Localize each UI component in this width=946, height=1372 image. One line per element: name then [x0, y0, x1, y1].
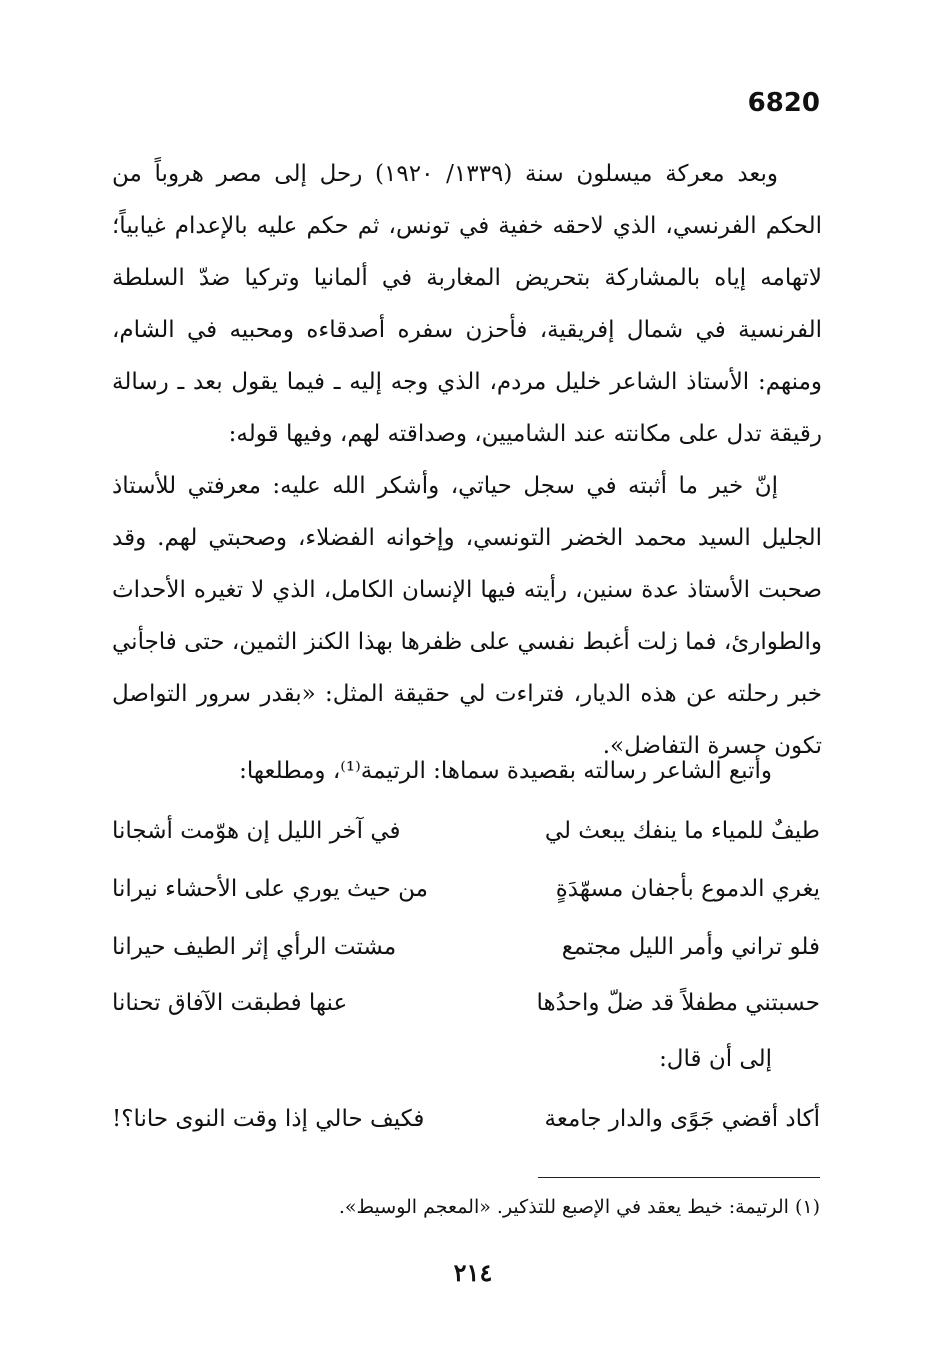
paragraph: إنّ خير ما أثبته في سجل حياتي، وأشكر الله عليه: معرفتي للأستاذ الجليل السيد محمد الخضر التونسي، وإخوانه الفضلاء، وصحبتي لهم. وقد صحبت الأستاذ عدة سنين، رأيته فيها الإنسان الكامل، الذي لا تغيره الأحداث والطوارئ، فما زلت أغبط نفسي على ظفرها بهذا الكنز الثمين، حتى فاجأني خبر رحلته عن هذه الديار، فتراءت لي حقيقة المثل: «بقدر سرور التواصل تكون حسرة التفاضل». — [112, 473, 822, 759]
verse-first-hemistich: حسبتني مطفلاً قد ضلّ واحدُها — [536, 990, 820, 1016]
verse-row — [112, 990, 820, 1030]
verse-second-hemistich: في آخر الليل إن هوّمت أشجانا — [112, 818, 401, 844]
footnote-divider — [538, 1177, 820, 1178]
verse-second-hemistich: مشتت الرأي إثر الطيف حيرانا — [112, 934, 397, 960]
verse-first-hemistich: فلو تراني وأمر الليل مجتمع — [561, 934, 820, 960]
verse-second-hemistich: عنها فطبقت الآفاق تحنانا — [112, 990, 348, 1016]
verse-first-hemistich: يغري الدموع بأجفان مسهّدَةٍ — [555, 876, 820, 902]
transition-text: إلى أن قال: — [659, 1046, 772, 1072]
paragraph: وبعد معركة ميسلون سنة (١٣٣٩/ ١٩٢٠) رحل إلى مصر هروباً من الحكم الفرنسي، الذي لاحقه خفية في تونس، ثم حكم عليه بالإعدام غيابياً؛ لاتهامه إياه بالمشاركة بتحريض المغاربة في ألمانيا وتركيا ضدّ السلطة الفرنسية في شمال إفريقية، فأحزن سفره أصدقاءه ومحبيه في الشام، ومنهم: الأستاذ الشاعر خليل مردم، الذي وجه إليه ـ فيما يقول بعد ـ رسالة رقيقة تدل على مكانته عند الشاميين، وصداقته لهم، وفيها قوله: — [112, 161, 822, 447]
body-text — [112, 148, 822, 772]
page-id: 6820 — [747, 88, 820, 118]
verse-row — [112, 934, 820, 974]
page-number: ٢١٤ — [453, 1258, 493, 1287]
final-verse-row — [112, 1106, 820, 1146]
verse-row — [112, 876, 820, 916]
footnote: (١) الرتيمة: خيط يعقد في الإصبع للتذكير. «المعجم الوسيط». — [338, 1196, 820, 1218]
verse-first-hemistich: أكاد أقضي جَوًى والدار جامعة — [544, 1106, 820, 1132]
verse-row — [112, 818, 820, 858]
verse-second-hemistich: من حيث يوري على الأحشاء نيرانا — [112, 876, 428, 902]
poem-intro: وأتبع الشاعر رسالته بقصيدة سماها: الرتيمة⁽¹⁾، ومطلعها: — [239, 758, 772, 784]
verse-second-hemistich: فكيف حالي إذا وقت النوى حانا؟! — [112, 1106, 425, 1132]
verse-first-hemistich: طيفٌ للمياء ما ينفك يبعث لي — [544, 818, 820, 844]
